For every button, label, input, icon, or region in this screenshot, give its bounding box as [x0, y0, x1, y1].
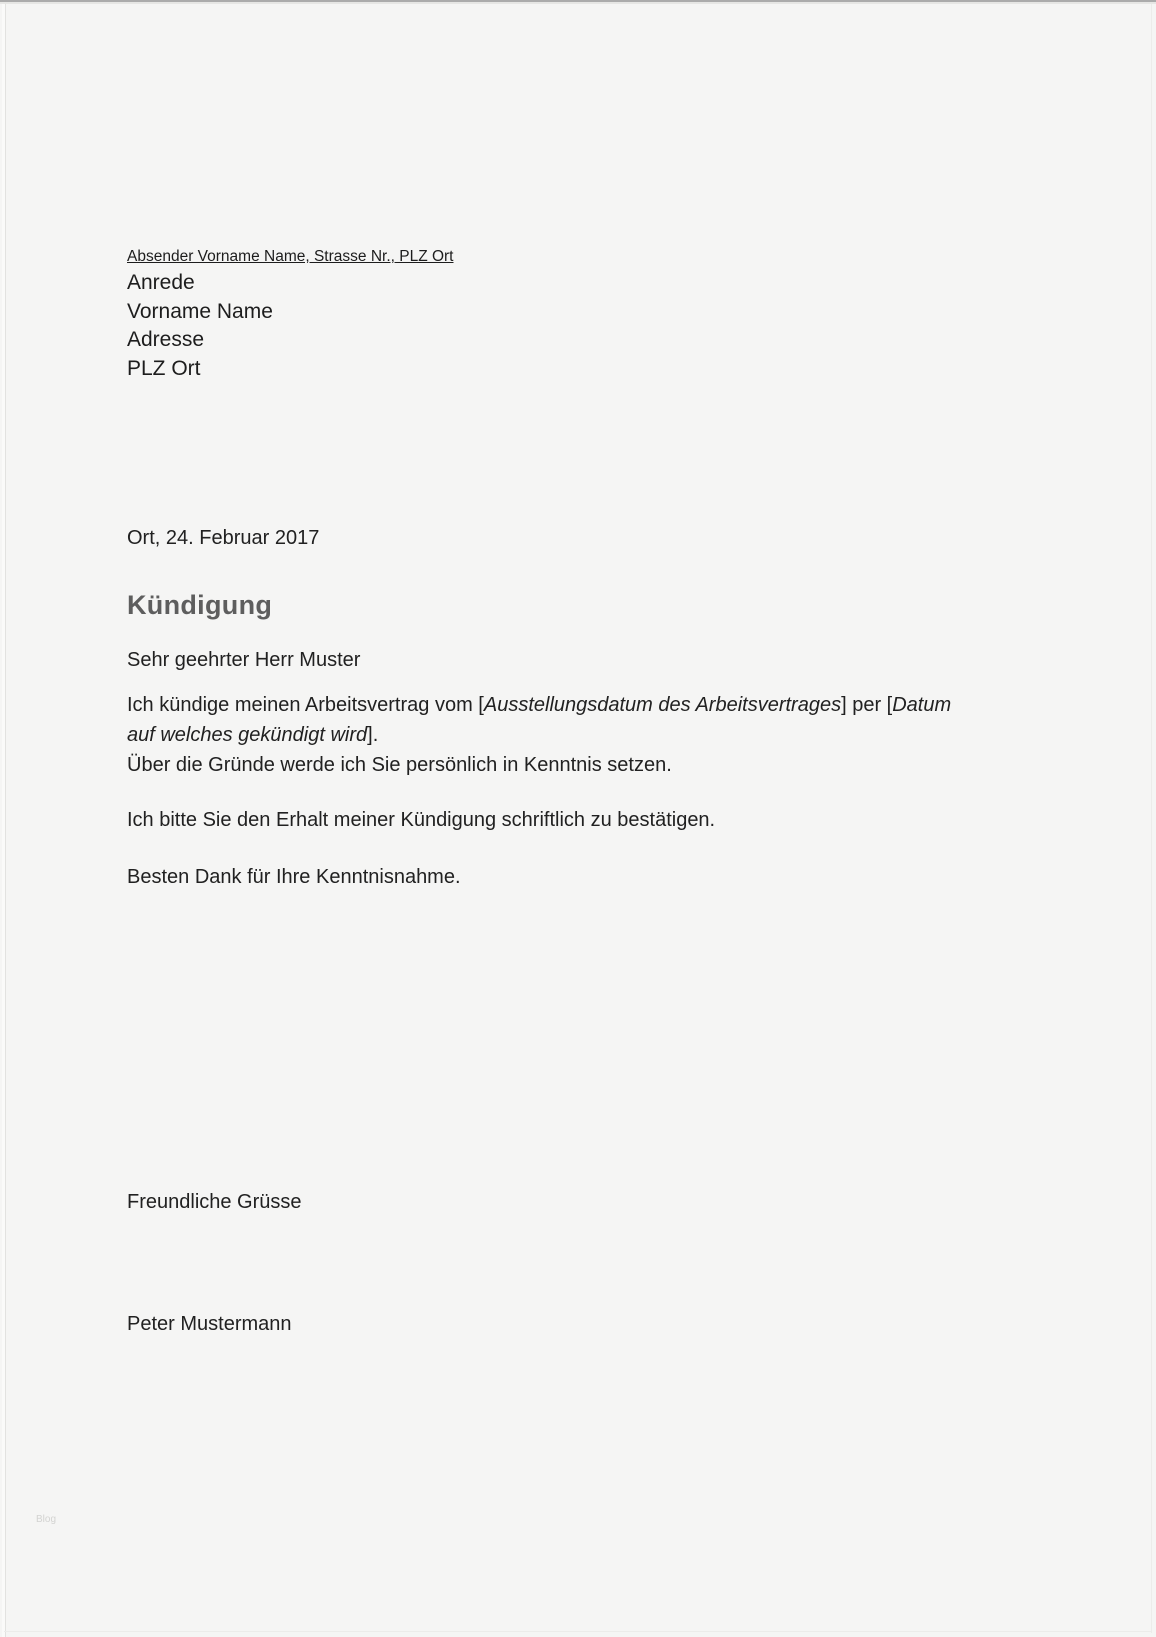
recipient-address-block — [127, 269, 273, 383]
body-text-line — [127, 750, 951, 780]
page-top-edge-light — [0, 2, 1156, 4]
address-line: Anrede — [127, 271, 195, 294]
subject-heading: Kündigung — [127, 590, 273, 620]
body-paragraph-termination — [127, 690, 951, 780]
body-text: Ich kündige meinen Arbeitsvertrag vom [ — [127, 694, 484, 716]
salutation-line: Sehr geehrter Herr Muster — [127, 649, 361, 671]
place-and-date-line: Ort, 24. Februar 2017 — [127, 527, 320, 549]
body-text-line — [127, 720, 951, 750]
watermark-text: Blog — [36, 1514, 57, 1525]
closing-line: Freundliche Grüsse — [127, 1191, 302, 1213]
page-left-edge — [5, 4, 6, 1637]
body-text: Über die Gründe werde ich Sie persönlich in Kenntnis setzen. — [127, 754, 672, 776]
signature-name: Peter Mustermann — [127, 1313, 292, 1335]
sender-reference-line: Absender Vorname Name, Strasse Nr., PLZ Ort — [127, 248, 454, 265]
page-bottom-edge — [4, 1631, 1152, 1632]
body-paragraph-confirmation-request: Ich bitte Sie den Erhalt meiner Kündigung schriftlich zu bestätigen. — [127, 809, 716, 831]
placeholder-text: Ausstellungsdatum des Arbeitsvertrages — [483, 694, 842, 716]
body-text-line — [127, 690, 951, 720]
body-text: ]. — [367, 724, 379, 746]
placeholder-text: Datum — [892, 694, 952, 716]
placeholder-text: auf welches gekündigt wird — [127, 724, 368, 746]
body-paragraph-thanks: Besten Dank für Ihre Kenntnisnahme. — [127, 866, 461, 888]
address-line: Adresse — [127, 328, 205, 351]
body-text: ] per [ — [841, 694, 893, 716]
address-line: Vorname Name — [127, 299, 273, 323]
page-right-edge — [1151, 4, 1152, 1633]
address-line: PLZ Ort — [127, 356, 201, 380]
